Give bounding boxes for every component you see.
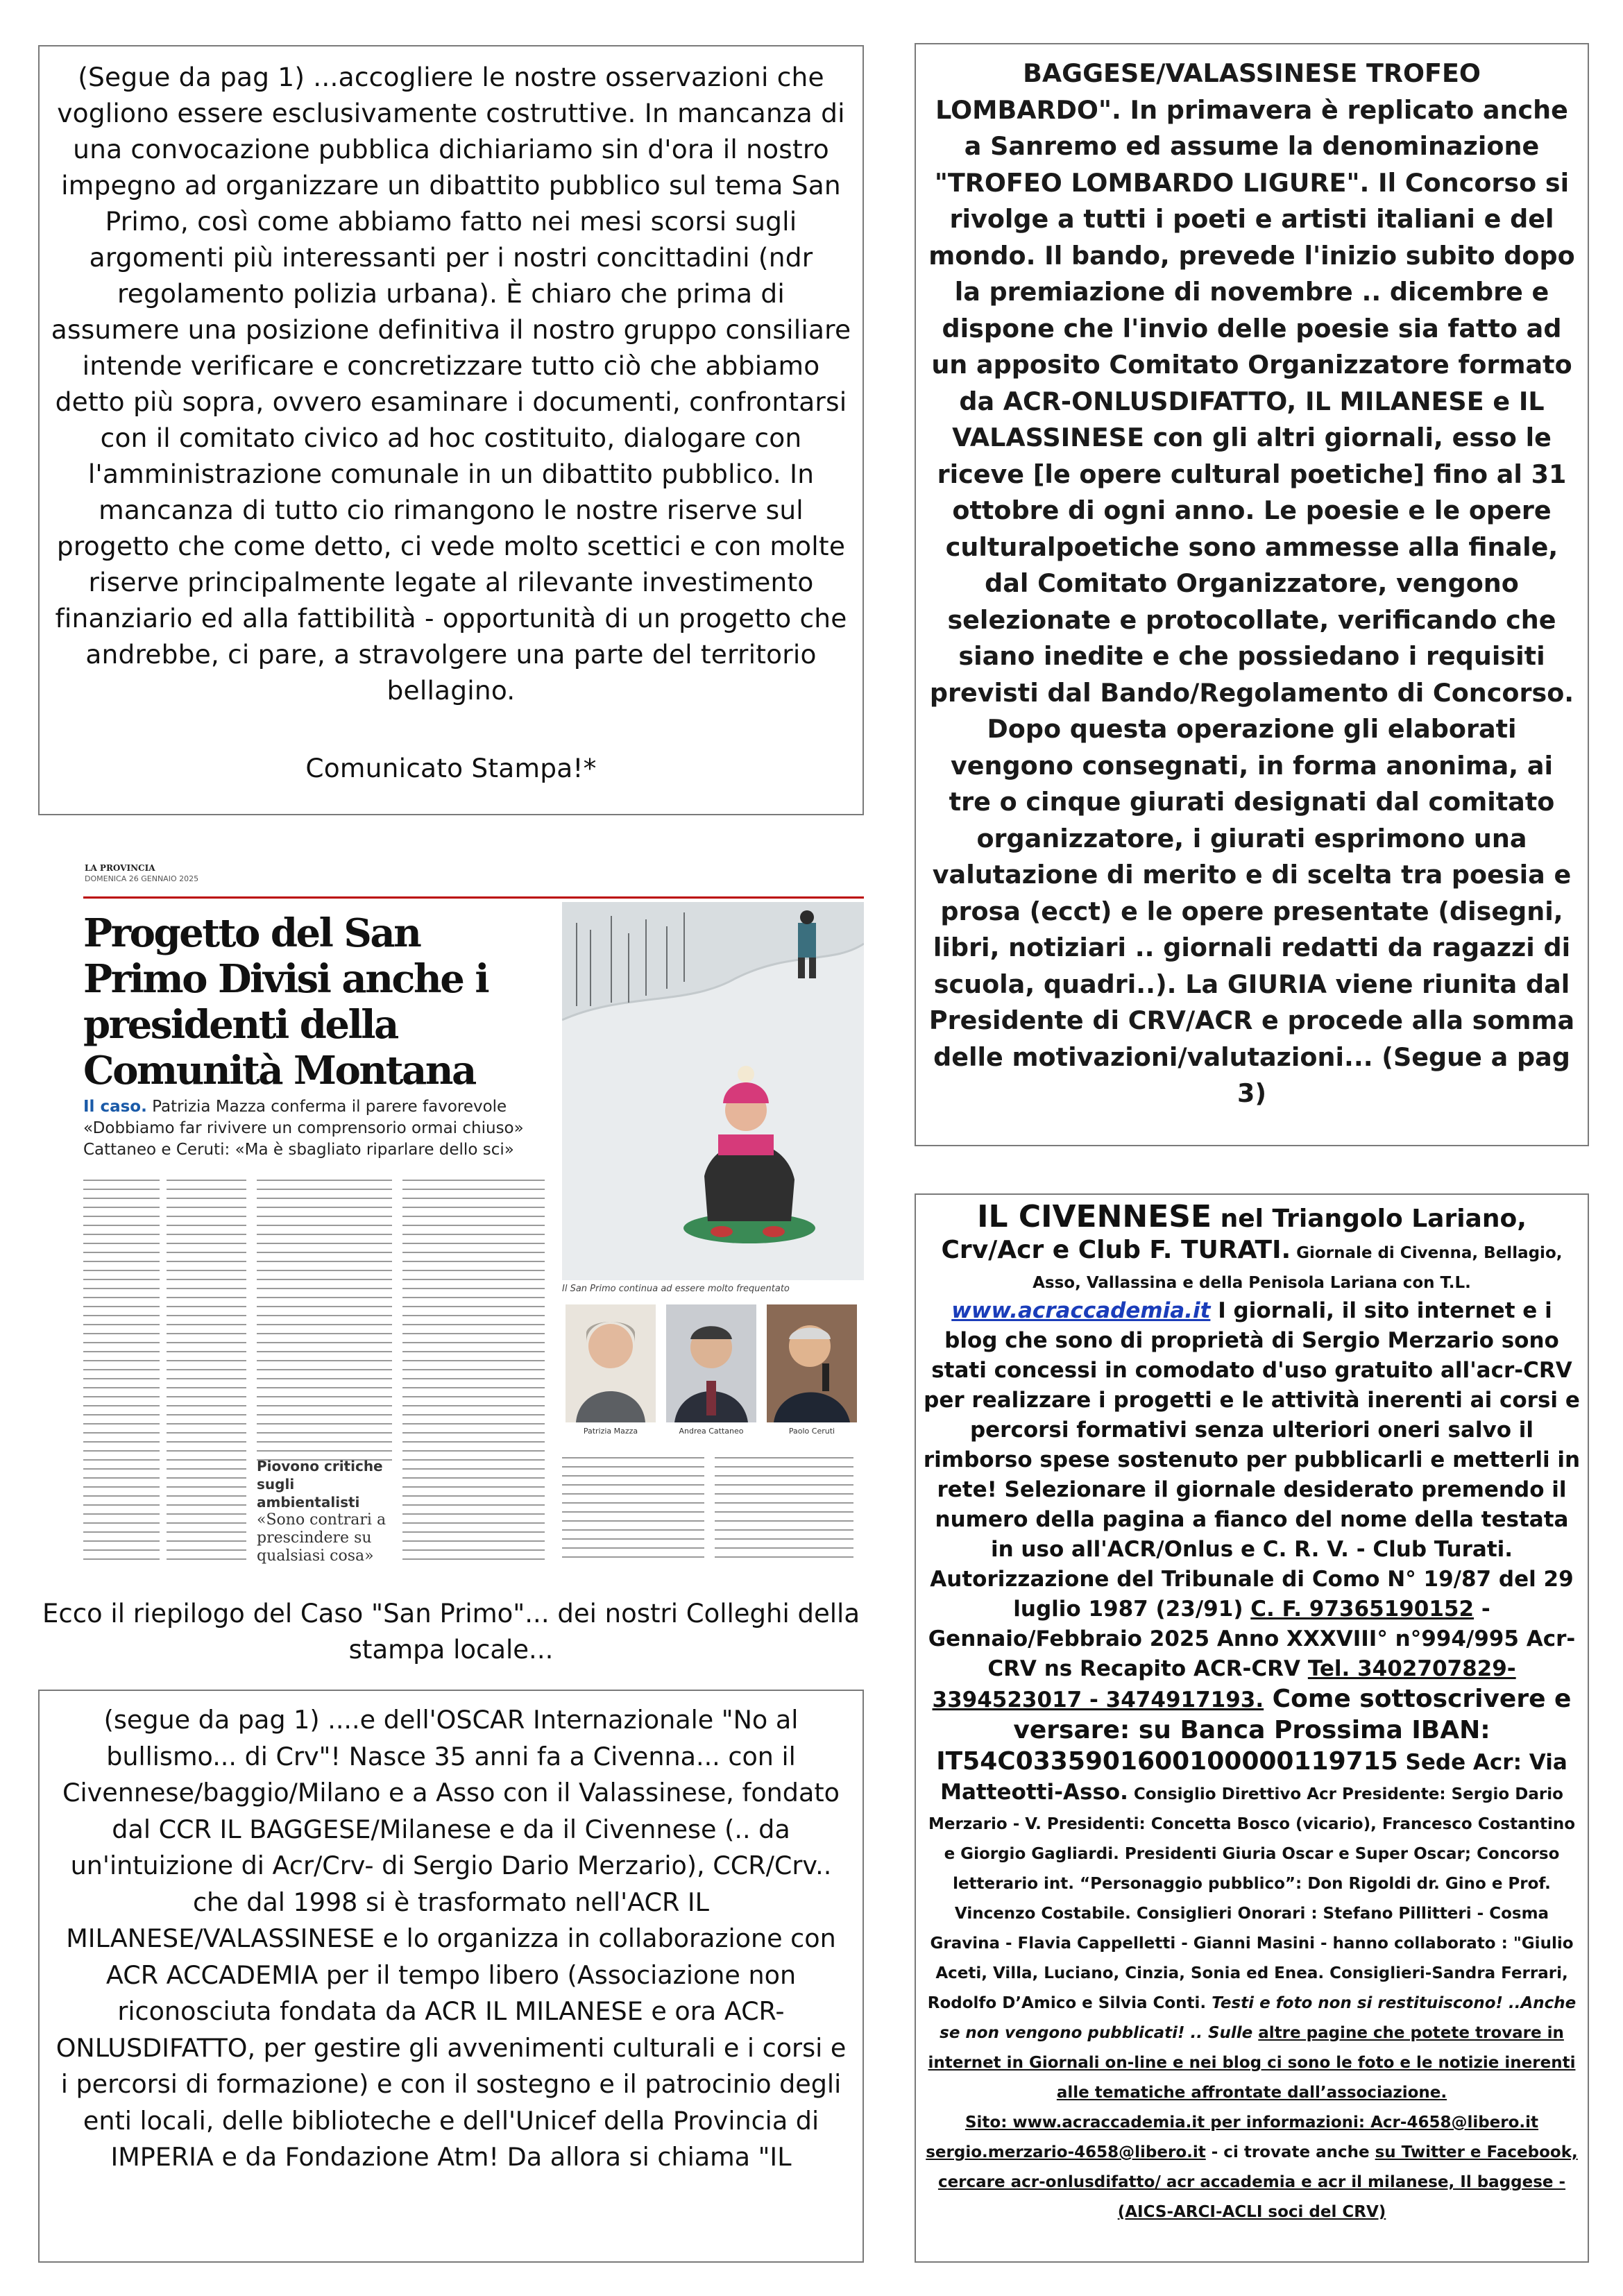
clipping-kicker [83,1096,541,1161]
contact-emails-link[interactable]: Sito: www.acraccademia.it per informazioni: Acr-4658@libero.it sergio.merzario-4658@libero.it [926,2114,1539,2161]
social-media-note[interactable]: su Twitter e Facebook, cercare acr-onlusdifatto/ acr accademia e acr il milanese, Il baggese - (AICS-ARCI-ACLI soci del CRV) [937,2143,1578,2221]
clipping-kicker-line3: Cattaneo e Ceruti: «Ma è sbagliato riparlare dello sci» [83,1141,514,1159]
colophon-council: Consiglio Direttivo Acr Presidente: Sergio Dario Merzario - V. Presidenti: Concetta Bosco (vicario), Francesco Costantino e Giorgio Gagliardi. Presidenti Giuria Oscar e Super Oscar; Concorso letterario int. “Personaggio pubblico”: Don Rigoldi dr. Gino e Prof. Vincenzo Costabile. Consiglieri Onorari : Stefano Pillitteri - Cosma Gravina - Flavia Cappelletti - Gianni Masini - hanno collaborato : "Giulio Aceti, Villa, Luciano, Cinzia, Sonia ed Enea. Consiglieri-Sandra Ferrari, Rodolfo D’Amico e Silvia Conti. [927,1785,1576,2012]
clipping-column-1 [83,1180,160,1567]
clipping-kicker-line1: Patrizia Mazza conferma il parere favorevole [152,1098,507,1116]
site-link[interactable]: www.acraccademia.it [951,1298,1211,1323]
portrait-photo [566,1304,656,1422]
clipping-column-6 [715,1457,853,1565]
oscar-bullismo-text: (segue da pag 1) ....e dell'OSCAR Internazionale "No al bullismo... di Crv"! Nasce 35 anni fa a Civenna... con il Civennese/baggio/Milano e a Asso con il Valassinese, fondato dal CCR IL BAGGESE/Milanese e da il Civennese (.. da un'intuizione di Acr/Crv- di Sergio Dario Merzario), CCR/Crv.. che dal 1998 si è trasformato nell'ACR IL MILANESE/VALASSINESE e lo organizza in collaborazione con ACR ACCADEMIA per il tempo libero (Associazione non riconosciuta fondata da ACR IL MILANESE e ora ACR-ONLUSDIFATTO, per gestire gli avvenimenti culturali e i corsi e i percorsi di formazione) e con il sostegno e il patrocinio degli enti locali, delle biblioteche e dell'Unicef della Provincia di IMPERIA e da Fondazione Atm! Da allora si chiama "IL [56,1705,847,2172]
oscar-bullismo-box [38,1690,864,2263]
clipping-pull-text: «Sono contrari a prescindere su qualsiasi cosa» [257,1511,386,1565]
clipping-kicker-label: Il caso. [83,1098,147,1116]
colophon-line2-small: Giornale di Civenna, Bellagio, Asso, Vallassina e della Penisola Lariana con T.L. [1033,1244,1563,1292]
colophon-title-rest: nel Triangolo Lariano, [1212,1205,1527,1233]
colophon-title: IL CIVENNESE [977,1199,1212,1234]
codice-fiscale: C. F. 97365190152 [1250,1597,1475,1622]
clipping-pull-title: Piovono critiche sugli ambientalisti [257,1458,383,1511]
clipping-pull-quote [257,1457,396,1565]
clipping-photo-caption: Il San Primo continua ad essere molto frequentato [562,1284,790,1294]
clipping-kicker-line2: «Dobbiamo far rivivere un comprensorio ormai chiuso» [83,1119,524,1137]
colophon-how: Come sottoscrivere e versare: su Banca Prossima IBAN: [1013,1685,1572,1744]
clipping-caption: Ecco il riepilogo del Caso "San Primo"... dei nostri Colleghi della stampa locale... [42,1599,860,1665]
colophon-sede: Sede Acr: Via Matteotti-Asso. [940,1750,1567,1805]
colophon-online-note: altre pagine che potete trovare in internet in Giornali on-line e nei blog ci sono le foto e le notizie inerenti alle tematiche affrontate dall’associazione. [928,2024,1576,2102]
portrait-photo [767,1304,857,1422]
clipping-column-5 [562,1457,704,1565]
colophon-para1: I giornali, il sito internet e i blog che sono di proprietà di Sergio Merzario sono stati concessi in comodato d'uso gratuito all'acr-CRV per realizzare i progetti e le attività inerenti ai corsi e percorsi formativi senza ulteriori oneri salvo il rimborso spese sostenuto per pubblicarli e metterli in rete! Selezionare il giornale desiderato premendo il numero della pagina a fianco del nome della testata in uso all'ACR/Onlus e C. R. V. - Club Turati. Autorizzazione del Tribunale di Como N° 19/87 del 29 luglio 1987 (23/91) [923,1298,1581,1622]
colophon-line2: Crv/Acr e Club F. TURATI. [941,1236,1291,1264]
clipping-masthead: LA PROVINCIA [85,863,155,873]
newspaper-clipping-image [83,860,864,1582]
press-release-signature: Comunicato Stampa!* [305,753,597,783]
colophon-box [915,1193,1589,2263]
iban-code: IT54C0335901600100000119715 [936,1747,1398,1776]
portrait-name: Patrizia Mazza [583,1427,638,1436]
portrait-photo [666,1304,756,1422]
clipping-column-4 [402,1180,545,1567]
colophon-italic-note: Testi e foto non si restituiscono! ..Anche se non vengono pubblicati! .. Sulle [940,1994,1577,2042]
clipping-rule [83,896,864,899]
clipping-headline: Progetto del San Primo Divisi anche i presidenti della Comunità Montana [83,910,488,1094]
portrait-name: Paolo Ceruti [788,1427,835,1436]
press-release-text: (Segue da pag 1) ...accogliere le nostre osservazioni che vogliono essere esclusivamente costruttive. In mancanza di una convocazione pubblica dichiariamo sin d'ora il nostro impegno ad organizzare un dibattito pubblico sul tema San Primo, così come abbiamo fatto nei mesi scorsi sugli argomenti più interessanti per i nostri concittadini (ndr regolamento polizia urbana). È chiaro che prima di assumere una posizione definitiva il nostro gruppo consiliare intende verificare e concretizzare tutto ciò che abbiamo detto più sopra, ovvero esaminare i documenti, confrontarsi con il comitato civico ad hoc costituito, dialogare con l'amministrazione comunale in un dibattito pubblico. In mancanza di tutto cio rimangono le nostre riserve sul progetto che come detto, ci vede molto scettici e con molte riserve principalmente legate al rilevante investimento finanziario ed alla fattibilità - opportunità di un progetto che andrebbe, ci pare, a stravolgere una parte del territorio bellagino. [51,62,851,706]
telephone-link[interactable]: Tel. 3402707829-3394523017 - 3474917193. [932,1656,1516,1712]
clipping-column-3 [257,1180,392,1468]
trofeo-lombardo-text: BAGGESE/VALASSINESE TROFEO LOMBARDO". In primavera è replicato anche a Sanremo ed assume la denominazione "TROFEO LOMBARDO LIGURE". Il Concorso si rivolge a tutti i poeti e artisti italiani e del mondo. Il bando, prevede l'inizio subito dopo la premiazione di novembre .. dicembre e dispone che l'invio delle poesie sia fatto ad un apposito Comitato Organizzatore formato da ACR-ONLUSDIFATTO, IL MILANESE e IL VALASSINESE con gli altri giornali, esso le riceve [le opere cultural poetiche] fino al 31 ottobre di ogni anno. Le poesie e le opere culturalpoetiche sono ammesse alla finale, dal Comitato Organizzatore, vengono selezionate e protocollate, verificando che siano inedite e che possiedano i requisiti previsti dal Bando/Regolamento di Concorso. Dopo questa operazione gli elaborati vengono consegnati, in forma anonima, ai tre o cinque giurati designati dal comitato organizzatore, i giurati esprimono una valutazione di merito e di scelta tra poesia e prosa (ecct) e le opere presentate (disegni, libri, notiziari .. giornali redatti da ragazzi di scuola, quadri..). La GIURIA viene riunita dal Presidente di CRV/ACR e procede alla somma delle motivazioni/valutazioni... (Segue a pag 3) [928,58,1575,1108]
colophon-para2: - Gennaio/Febbraio 2025 Anno XXXVIII° n°994/995 Acr-CRV ns Recapito ACR-CRV [928,1597,1576,1681]
press-release-box [38,45,864,815]
colophon-tail: - ci trovate anche [1205,2143,1375,2161]
clipping-date: DOMENICA 26 GENNAIO 2025 [85,874,199,883]
trofeo-lombardo-box [915,43,1589,1146]
portrait-name: Andrea Cattaneo [679,1427,744,1436]
clipping-column-2 [167,1180,246,1567]
clipping-portraits [562,1304,864,1443]
